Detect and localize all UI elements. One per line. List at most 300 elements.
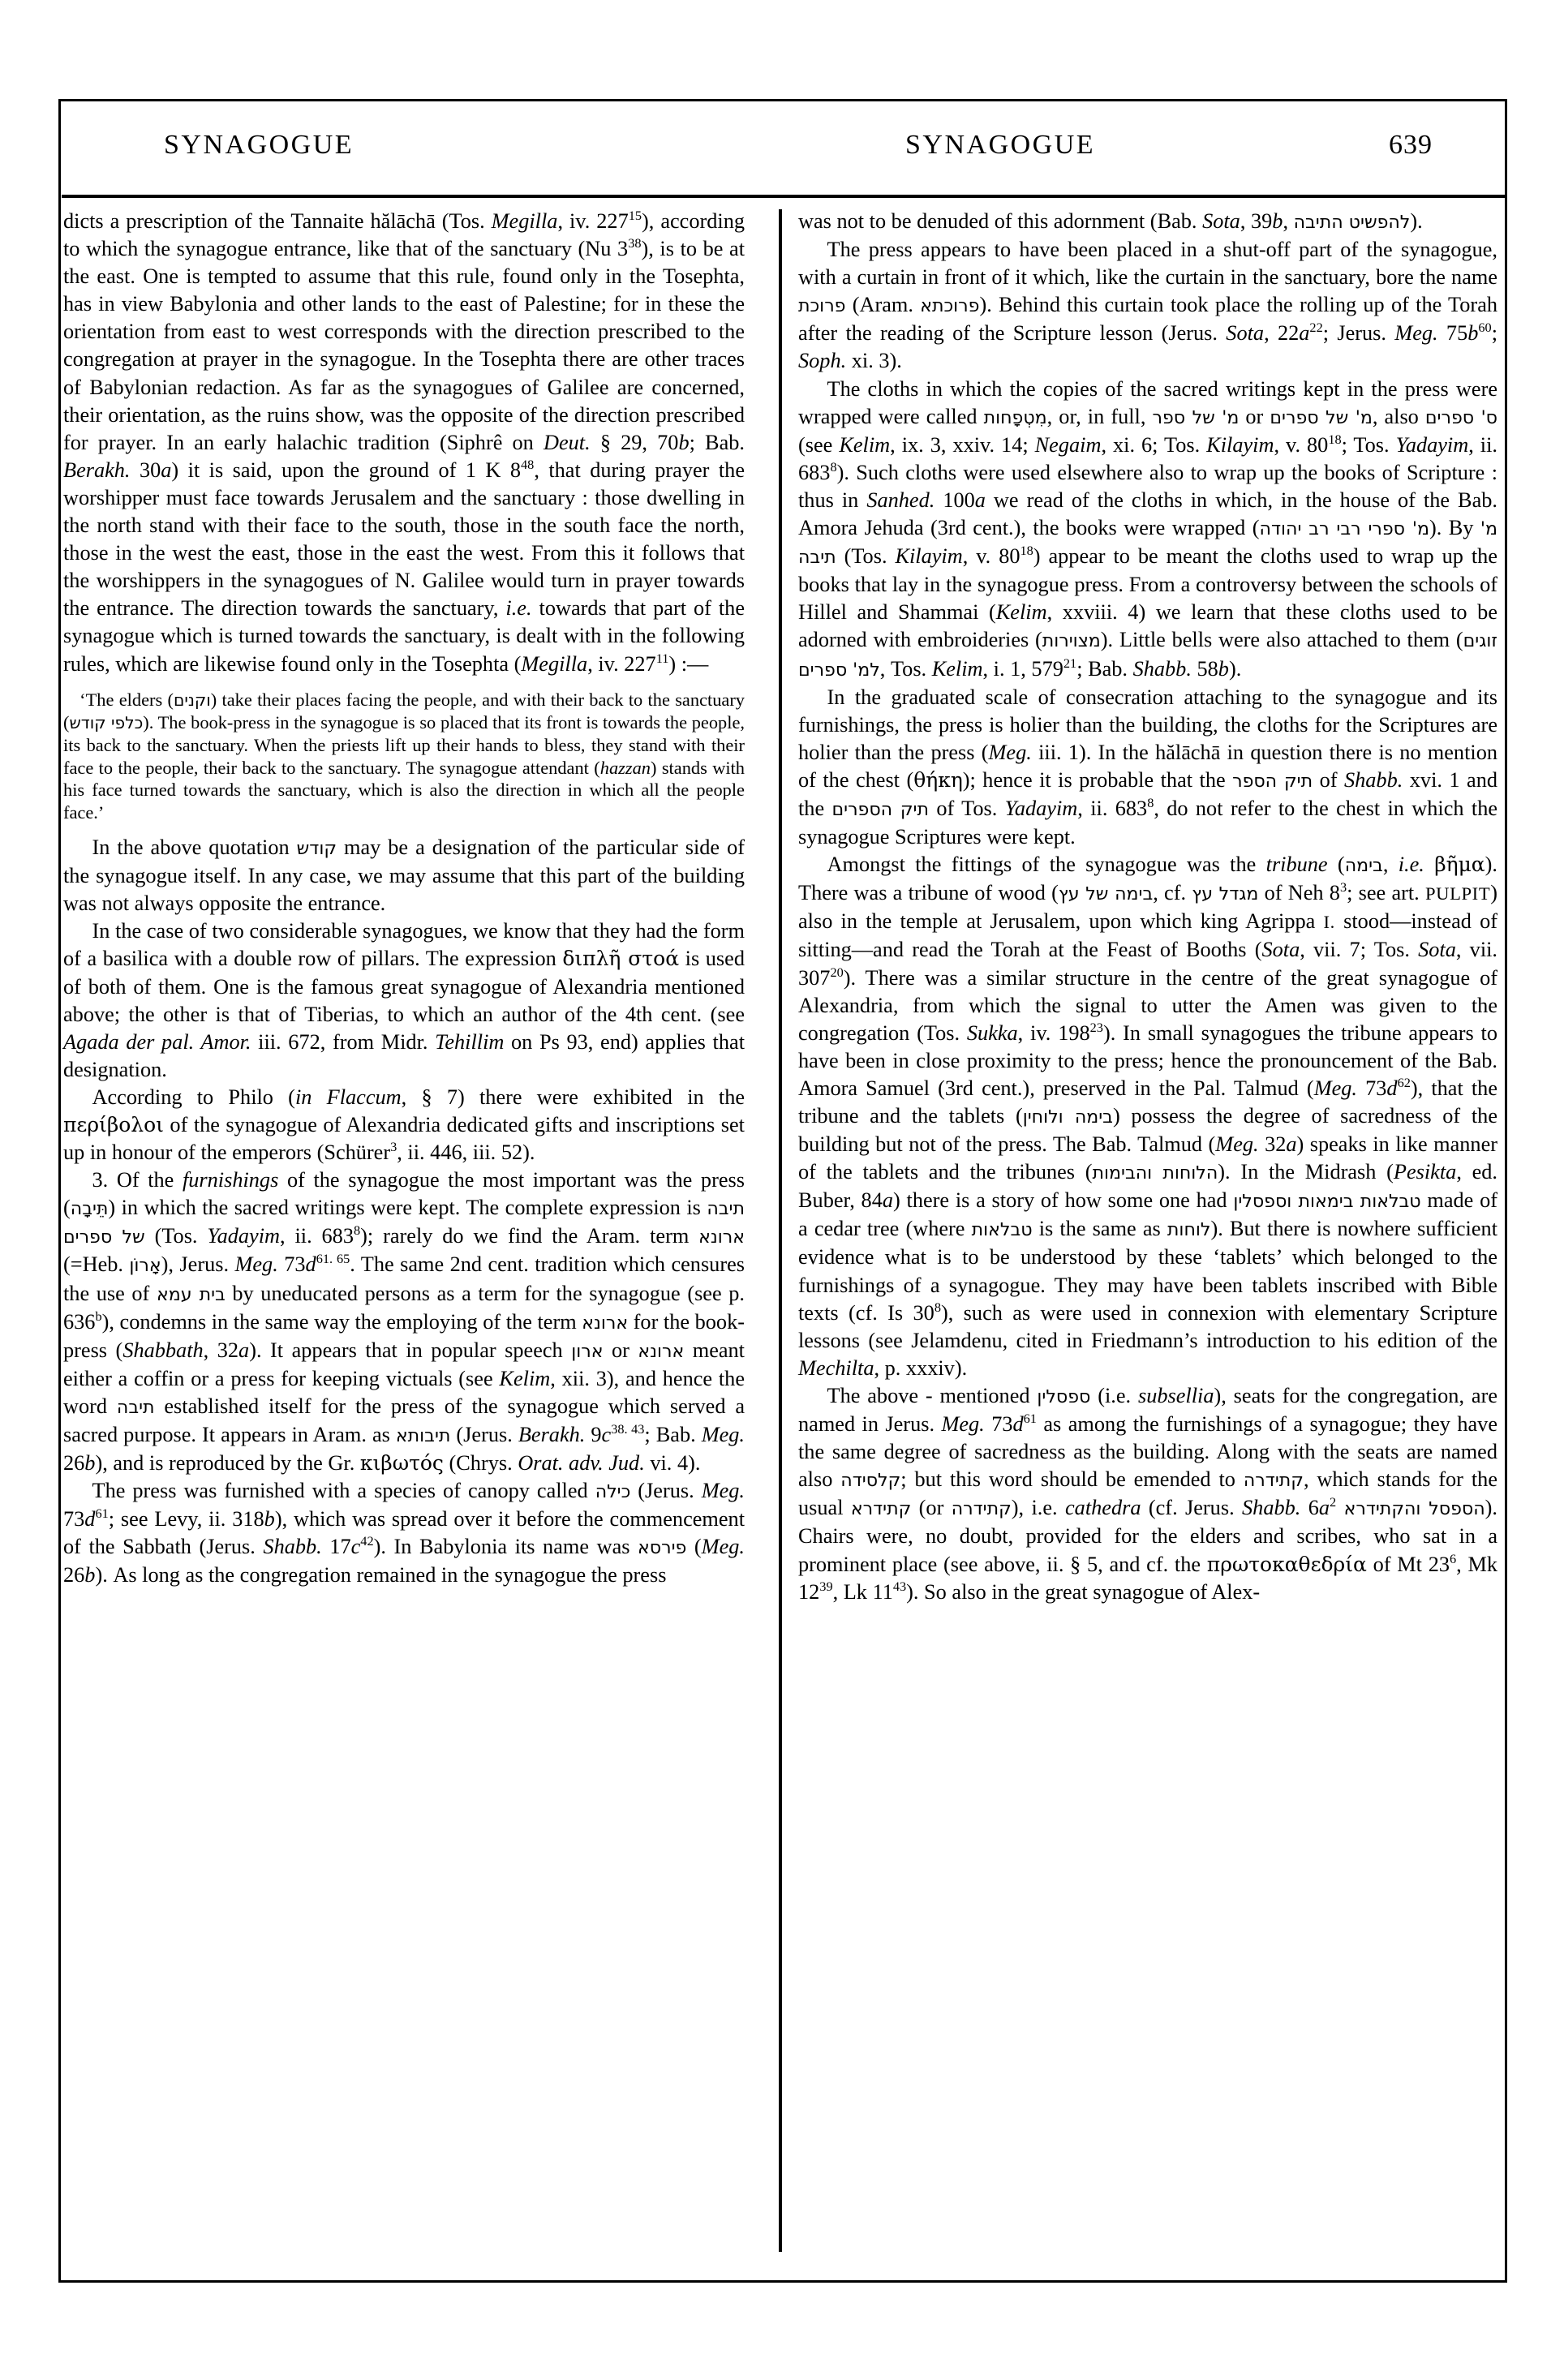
text-run: (: [1327, 853, 1345, 877]
paragraph: [798, 376, 1497, 684]
text-run: ) there is a story of how some one had: [893, 1188, 1234, 1213]
text-run: iii. 672, from Midr.: [251, 1029, 436, 1054]
text-run: ). In Babylonia its name was: [373, 1535, 638, 1559]
text-run: ), according to which the synagogue entrance, like that of the sanctuary (Nu 3: [63, 209, 745, 261]
citation-title: Tehillim: [435, 1029, 505, 1054]
text-run: ; Tos.: [1341, 432, 1396, 457]
superscript-ref: 20: [830, 964, 844, 980]
citation-locus: a: [1286, 1132, 1297, 1157]
emphasis: furnishings: [182, 1168, 279, 1192]
citation-title: Kilayim: [895, 544, 963, 569]
citation-title: Berakh.: [63, 458, 131, 482]
citation-title: Kilayim: [1206, 432, 1274, 457]
superscript-ref: 23: [1089, 1019, 1103, 1035]
superscript-ref: 8: [830, 459, 837, 475]
superscript-ref: 11: [655, 650, 669, 666]
citation-locus: d: [84, 1507, 96, 1532]
text-run: , i. 1, 579: [982, 656, 1063, 681]
citation-locus: d: [1386, 1076, 1398, 1100]
text-run: we read of the cloths in which, in the house of the Bab. Amora Jehuda (3rd cent.), the books were wrapped (: [798, 488, 1497, 540]
hebrew-term: בית עמא: [156, 1283, 226, 1305]
citation-title: Shabb.: [1343, 767, 1403, 792]
text-run: ;: [1491, 321, 1497, 346]
superscript-ref: 18: [1328, 431, 1342, 447]
text-run: , ii. 683: [280, 1224, 354, 1248]
hebrew-term: קתידרה: [951, 1498, 1012, 1520]
citation-locus: b: [678, 430, 690, 454]
text-run: , ed. Buber, 84: [798, 1160, 1497, 1213]
text-run: iii. 1). In the hălāchā in question there is no mention of the chest (: [798, 740, 1497, 792]
hebrew-term: הלוחות והבימות: [1092, 1162, 1218, 1184]
text-run: , cf.: [1153, 881, 1192, 905]
citation-locus: a: [238, 1338, 250, 1362]
citation-locus: a: [1299, 321, 1310, 346]
text-run: ; Bab.: [644, 1423, 702, 1446]
text-run: of the synagogue of Alexandria dedicated gifts and inscriptions set up in honour of the emperors (Schürer: [63, 1112, 745, 1165]
text-run: ), i.e.: [1011, 1496, 1066, 1520]
text-run: ). It appears that in popular speech: [249, 1338, 572, 1362]
text-run: , v. 80: [962, 544, 1020, 569]
citation-locus: c: [350, 1535, 361, 1559]
text-run: ), and is reproduced by the Gr.: [95, 1451, 360, 1476]
hebrew-term: וקנים: [173, 690, 211, 710]
greek-term: θήκη: [913, 767, 963, 792]
hebrew-term: טבלאות: [971, 1219, 1033, 1241]
text-run: ). In small synagogues the tribune appears to have been in close proximity to the press; hence the pronouncement of the Bab. Amora Samuel (3rd cent.), preserved in the Pal. Talmud (: [798, 1020, 1497, 1100]
text-run: ); hence it is probable that the: [962, 767, 1233, 792]
page-number: 639: [1389, 130, 1433, 160]
text-run: , do not refer to the chest in which the synagogue Scriptures were kept.: [798, 796, 1498, 849]
text-run: , also: [1372, 404, 1425, 428]
hebrew-term: ארונא: [582, 1312, 629, 1334]
text-run: ), such as were used in connexion with elementary Scripture lessons (see Jelamdenu, cited in Friedmann’s introduction to his edition of the: [798, 1300, 1497, 1352]
text-run: , 39: [1240, 209, 1273, 233]
citation-title: Soph.: [798, 349, 847, 373]
citation-title: Sota: [1261, 938, 1300, 962]
citation-title: Meg.: [701, 1535, 745, 1559]
text-run: According to Philo (: [92, 1085, 295, 1109]
text-run: 6: [1300, 1496, 1319, 1520]
text-run: ) appear to be meant the cloths used to wrap up the books that lay in the synagogue press. From a controversy between the schools of Hillel and Shammai (: [798, 544, 1497, 625]
latin-abbrev: i.e.: [1398, 853, 1424, 877]
superscript-ref: 61. 65: [316, 1251, 350, 1267]
text-run: ). The book-press in the synagogue is so placed that its front is towards the people, its back to the sanctuary. When the priests lift up their hands to bless, they stand with their face to the people, their back to the sanctuary. The synagogue attendant (: [63, 712, 745, 778]
text-run: , § 7) there were exhibited in the: [401, 1085, 745, 1109]
text-run: ). As long as the congregation remained in the synagogue the press: [95, 1563, 667, 1587]
text-run: ). Such cloths were used elsewhere also to wrap up the books of Scripture : thus in: [798, 460, 1497, 512]
text-run: , ii. 683: [798, 432, 1497, 484]
block-quotation: [63, 689, 745, 823]
text-run: ; but this word should be emended to: [900, 1467, 1244, 1492]
citation-title: Kelim: [931, 656, 983, 681]
text-run: , xxviii. 4) we learn that these cloths used to be adorned with embroideries (: [798, 600, 1498, 652]
text-run: ), condemns in the same way the employing of the term: [101, 1309, 582, 1334]
text-run: § 29, 70: [590, 430, 679, 454]
text-run: ). Behind this curtain took place the rolling up of the Torah after the reading of the Scripture lesson (Jerus.: [798, 293, 1498, 346]
text-run: ), that the tribune and the tablets (: [798, 1076, 1497, 1128]
citation-title: Yadayim: [1395, 432, 1469, 457]
citation-title: in Flaccum: [294, 1085, 402, 1109]
text-run: In the graduated scale of consecration attaching to the synagogue and its furnishings, the press is holier than the building, the cloths for the Scriptures are holier than the press (: [798, 685, 1497, 764]
text-run: 32: [1258, 1132, 1287, 1157]
citation-title: Meg.: [988, 740, 1032, 764]
text-run: , Mk 12: [798, 1552, 1497, 1604]
text-run: (Chrys.: [443, 1451, 518, 1476]
text-run: ), which was spread over it before the commencement of the Sabbath (Jerus.: [63, 1507, 745, 1559]
citation-title: Mechilta: [798, 1355, 874, 1380]
hebrew-term: בימה של עץ: [1058, 883, 1154, 905]
citation-locus: a: [974, 488, 986, 512]
citation-locus: a: [1318, 1496, 1330, 1520]
text-run: The press was furnished with a species of canopy called: [92, 1479, 595, 1503]
hebrew-term: אָרוֹן: [129, 1255, 161, 1277]
text-run: (cf. Jerus.: [1141, 1496, 1243, 1520]
text-run: ) in which the sacred writings were kept. The complete expression is: [108, 1196, 707, 1220]
right-column: [798, 208, 1497, 2276]
text-run: , that during prayer the worshipper must face towards Jerusalem and the sanctuary : those dwelling in the north stand with their face to the south, those in the south face the north, those in the west the east, those in the east the west. From this it follows that the worshippers in the synagogues of N. Galilee would turn in prayer towards the entrance. The direction towards the sanctuary,: [63, 458, 745, 621]
text-run: , Lk 11: [832, 1579, 893, 1604]
column-divider-rule: [779, 209, 782, 2252]
paragraph: [798, 851, 1497, 1382]
hebrew-term: מ' של ספר: [1152, 406, 1240, 428]
citation-title: Meg.: [234, 1252, 278, 1277]
text-run: ) :—: [668, 651, 709, 676]
hebrew-term: תיק הספר: [1232, 770, 1313, 792]
citation-title: Orat. adv. Jud.: [518, 1451, 645, 1476]
superscript-ref: 18: [1020, 543, 1033, 559]
hebrew-term: מצוירות: [1042, 630, 1101, 652]
text-run: 9: [585, 1423, 602, 1446]
superscript-ref: 8: [1147, 795, 1154, 811]
citation-locus: a: [161, 458, 172, 482]
citation-title: Meg.: [701, 1479, 745, 1503]
text-run: In the case of two considerable synagogues, we know that they had the form of a basilica with a double row of pillars. The expression: [63, 919, 745, 971]
superscript-ref: 2: [1330, 1494, 1337, 1510]
text-run: 26: [63, 1563, 85, 1587]
text-run: ).: [1228, 656, 1242, 681]
text-run: 17: [321, 1535, 351, 1559]
citation-title: Berakh.: [518, 1423, 586, 1446]
text-run: ; Bab.: [1076, 656, 1133, 681]
text-run: The press appears to have been placed in a shut-off part of the synagogue, with a curtain in front of it which, like the curtain in the sanctuary, bore the name: [798, 238, 1497, 290]
hebrew-term: ס' ספרים: [1424, 406, 1497, 428]
paragraph: [798, 684, 1497, 852]
text-run: ). In the Midrash (: [1218, 1160, 1394, 1184]
left-column: [63, 208, 763, 2276]
paragraph: [798, 1382, 1497, 1606]
text-run: ) take their places facing the people, and with their back to the sanctuary (: [63, 689, 745, 732]
superscript-ref: 48: [521, 457, 535, 473]
citation-title: Shabb.: [263, 1535, 322, 1559]
text-run: [1336, 1496, 1343, 1519]
two-column-body: [63, 208, 1501, 2276]
citation-locus: b: [1272, 209, 1283, 233]
citation-title: Sanhed.: [866, 488, 935, 512]
text-run: by uneducated persons as a term for the synagogue (see p. 636: [63, 1281, 745, 1334]
text-run: ), seats for the congregation, are named in Jerus.: [798, 1383, 1497, 1437]
superscript-ref: 61: [95, 1506, 109, 1522]
text-run: , iv. 227: [557, 209, 629, 233]
hebrew-term: פירסא: [638, 1537, 687, 1559]
citation-title: Deut.: [543, 430, 591, 454]
citation-title: Kelim: [995, 600, 1047, 625]
citation-title: Sota: [1202, 209, 1240, 233]
text-run: of Tos.: [928, 796, 1005, 820]
citation-title: Meg.: [941, 1412, 985, 1437]
latin-gloss: subsellia: [1137, 1383, 1214, 1407]
hebrew-term: כילה: [595, 1481, 631, 1503]
paragraph: [63, 834, 745, 917]
hebrew-term: מגדל עץ: [1192, 883, 1259, 905]
hebrew-term: תיבה: [116, 1396, 155, 1418]
header-rule: [62, 195, 1506, 198]
text-run: ). There was a tribune of wood (: [798, 853, 1498, 905]
hebrew-term: תֵּיבָה: [70, 1198, 109, 1220]
text-run: 73: [63, 1507, 85, 1532]
paragraph: [63, 208, 745, 678]
text-run: [1424, 853, 1434, 876]
paragraph: [63, 917, 745, 1084]
text-run: 73: [277, 1252, 306, 1277]
citation-title: Megilla: [491, 209, 558, 233]
hebrew-term: פרוכתא: [920, 295, 980, 317]
citation-title: Meg.: [1215, 1132, 1259, 1157]
text-run: may be a designation of the particular side of the synagogue itself. In any case, we may assume that this part of the building was not always opposite the entrance.: [63, 836, 745, 916]
text-run: 73: [1357, 1076, 1387, 1100]
text-run: for the book-press (: [63, 1309, 745, 1362]
text-run: ) possess the degree of sacredness of the building but not of the press. The Bab. Talmud (: [798, 1104, 1497, 1157]
text-run: (i.e.: [1090, 1383, 1138, 1407]
superscript-ref: 38. 43: [611, 1421, 645, 1437]
hebrew-term: ארון: [571, 1340, 604, 1362]
greek-term: διπλῆ στοά: [562, 947, 680, 971]
text-run: The above - mentioned: [827, 1383, 1038, 1407]
text-run: , vii. 307: [798, 938, 1498, 990]
citation-locus: b: [264, 1507, 275, 1532]
superscript-ref: 3: [1339, 879, 1347, 896]
text-run: 100: [935, 488, 975, 512]
text-run: of the synagogue the most important was the press (: [63, 1168, 745, 1220]
text-run: of Neh 8: [1258, 881, 1340, 905]
text-run: on Ps 93, end) applies that designation.: [63, 1029, 745, 1081]
text-run: , ii. 446, iii. 52).: [397, 1141, 535, 1165]
citation-title: Sukka: [966, 1020, 1018, 1045]
superscript-ref: 42: [360, 1533, 374, 1549]
text-run: established itself for the press of the synagogue which served a sacred purpose. It appears in Aram. as: [63, 1394, 745, 1446]
text-run: ). There was a similar structure in the centre of the great synagogue of Alexandria, from which the signal to utter the Amen was given to the congregation (Tos.: [798, 965, 1497, 1045]
text-run: (Tos.: [836, 544, 896, 569]
emphasis: tribune: [1265, 853, 1328, 877]
text-run: ).: [1410, 209, 1423, 233]
citation-locus: b: [1218, 656, 1229, 681]
text-run: 73: [984, 1412, 1013, 1437]
text-run: , Tos.: [879, 656, 932, 681]
text-run: ) stands with his face turned towards the sanctuary, which is also the direction in which all the people face.’: [63, 757, 745, 823]
text-run: ,: [1382, 853, 1399, 877]
text-run: , 32: [203, 1338, 239, 1362]
greek-term: περίβολοι: [63, 1112, 164, 1136]
hebrew-term: ארונא: [638, 1340, 685, 1362]
text-run: ). Little bells were also attached to them (: [1100, 628, 1463, 652]
text-run: 58: [1191, 656, 1218, 681]
citation-title: Yadayim: [207, 1224, 281, 1248]
citation-locus: d: [305, 1252, 316, 1277]
text-run: vi. 4).: [644, 1451, 701, 1476]
hebrew-term: קודש: [296, 838, 337, 860]
citation-title: Shabb.: [1242, 1496, 1301, 1520]
hebrew-term: בימה: [1344, 855, 1383, 877]
text-run: stood—instead of sitting—and read the Torah at the Feast of Booths (: [798, 909, 1497, 962]
citation-title: Shabb.: [1132, 656, 1192, 681]
text-run: was not to be denuded of this adornment (Bab.: [798, 209, 1203, 233]
text-run: 3. Of the: [92, 1168, 183, 1192]
text-run: xvi. 1 and the: [798, 767, 1497, 820]
paragraph: [63, 1477, 745, 1589]
text-run: , which stands for the usual: [798, 1467, 1497, 1520]
text-run: ; Bab.: [689, 430, 745, 454]
hebrew-term: לוחות: [1167, 1219, 1211, 1241]
citation-title: Yadayim: [1004, 796, 1078, 820]
text-run: ), is to be at the east. One is tempted to assume that this rule, found only in the Tosephta, has in view Babylonia and other lands to the east of Palestine; for in these the orientation from east to west corresponds with the direction prescribed to the congregation at prayer in the synagogue. In the Tosephta there are other traces of Babylonian redaction. As far as the synagogues of Galilee are concerned, their orientation, as the ruins show, was the opposite of the direction prescribed for prayer. In an early halachic tradition (Siphrê on: [63, 237, 745, 454]
text-run: ); rarely do we find the Aram. term: [360, 1224, 699, 1248]
superscript-ref: 38: [628, 235, 642, 251]
text-run: meant either a coffin or a press for keeping victuals (see: [63, 1338, 745, 1390]
superscript-ref: 22: [1309, 320, 1323, 336]
text-run: ,: [1283, 209, 1294, 233]
text-run: towards that part of the synagogue which is turned towards the sanctuary, is dealt with in the following rules, which are likewise found only in the Tosephta (: [63, 596, 745, 676]
text-run: or: [1239, 404, 1270, 428]
superscript-ref: 15: [628, 208, 642, 224]
text-run: (Aram.: [845, 293, 921, 317]
superscript-ref: 60: [1478, 320, 1492, 336]
citation-locus: d: [1012, 1412, 1024, 1437]
citation-title: Sota: [1418, 938, 1456, 962]
text-run: ). By: [1429, 516, 1480, 540]
superscript-ref: 39: [819, 1578, 833, 1594]
hebrew-term: קתידרא: [850, 1498, 912, 1520]
superscript-ref: 6: [1450, 1550, 1457, 1566]
citation-locus: a: [882, 1188, 893, 1213]
greek-term: κιβωτός: [359, 1451, 444, 1476]
running-head-right-title: SYNAGOGUE: [905, 130, 1096, 160]
text-run: ) it is said, upon the ground of 1 K 8: [171, 458, 522, 482]
hebrew-term: מ' של ספרים: [1270, 406, 1373, 428]
paragraph: [63, 1084, 745, 1166]
text-run: ), Jerus.: [161, 1252, 235, 1277]
citation-title: Agada der pal. Amor.: [63, 1029, 251, 1054]
text-run: ; Jerus.: [1322, 321, 1395, 346]
text-run: , v. 80: [1274, 432, 1329, 457]
text-run: of: [1313, 767, 1344, 792]
text-run: 26: [63, 1451, 85, 1476]
citation-title: Kelim: [499, 1366, 551, 1390]
superscript-ref: 61: [1023, 1411, 1037, 1427]
citation-locus: b: [84, 1451, 96, 1476]
superscript-ref: 21: [1063, 655, 1077, 671]
text-run: ) also in the temple at Jerusalem, upon which king Agrippa: [798, 881, 1497, 934]
text-run: (: [686, 1535, 702, 1559]
hebrew-term: ארונא: [698, 1227, 745, 1248]
hebrew-term: בימה ולוחין: [1022, 1106, 1113, 1128]
citation-locus: b: [1467, 321, 1479, 346]
citation-title: Meg.: [701, 1423, 745, 1446]
citation-title: Meg.: [1394, 321, 1438, 346]
hebrew-term: קתידרה: [1243, 1470, 1304, 1492]
citation-title: Megilla: [521, 651, 588, 676]
regnal-numeral: I.: [1323, 912, 1335, 933]
text-run: ; see art.: [1347, 881, 1425, 905]
text-run: ). But there is nowhere sufficient evidence what is to be understood by these ‘tablets’ which belonged to the furnishings of a synagogue. They may have been tablets inscribed with Bible texts (cf. Is 30: [798, 1217, 1497, 1325]
text-run: (see: [798, 432, 840, 457]
text-run: (or: [911, 1496, 952, 1520]
text-run: is used of both of them. One is the famous great synagogue of Alexandria mentioned above; the other is that of Tiberias, to which an author of the 4th cent. (see: [63, 947, 745, 1026]
paragraph: [798, 236, 1497, 375]
running-head: [89, 130, 1480, 190]
citation-title: Meg.: [1313, 1076, 1357, 1100]
hebrew-term: תיק הספרים: [831, 798, 929, 820]
superscript-ref: 43: [892, 1578, 907, 1594]
superscript-ref: 8: [353, 1222, 361, 1239]
text-run: . The same 2nd cent. tradition which censures the use of: [63, 1252, 745, 1305]
text-run: The cloths in which the copies of the sacred writings kept in the press were wrapped were called: [798, 376, 1497, 428]
text-run: In the above quotation: [92, 836, 297, 860]
citation-title: Pesikta: [1393, 1160, 1457, 1184]
hebrew-term: מ' ספרי רבי רב יהודה: [1259, 518, 1429, 540]
text-run: , ii. 683: [1077, 796, 1148, 820]
transliteration: hazzan: [599, 757, 651, 778]
text-run: , ix. 3, xxiv. 14;: [890, 432, 1035, 457]
text-run: (Tos.: [144, 1224, 208, 1248]
text-run: 75: [1437, 321, 1468, 346]
greek-term: βῆμα: [1434, 853, 1485, 877]
text-run: (Jerus.: [450, 1423, 518, 1446]
citation-title: Negaim: [1034, 432, 1102, 457]
hebrew-term: זוגים למ' ספרים: [798, 630, 1497, 681]
hebrew-term: להפשיט התיבה: [1293, 212, 1411, 233]
text-run: as among the furnishings of a synagogue; they have the same degree of sacredness as the building. Along with the seats are named also: [798, 1412, 1497, 1492]
text-run: , xii. 3), and hence the word: [63, 1366, 745, 1418]
hebrew-term: קלסידה: [840, 1470, 901, 1492]
text-run: ). So also in the great synagogue of Alex-: [906, 1579, 1261, 1604]
text-run: 30: [130, 458, 161, 482]
text-run: , xi. 6; Tos.: [1101, 432, 1207, 457]
superscript-ref: 3: [390, 1139, 397, 1155]
hebrew-term: פרוכת: [798, 295, 846, 317]
citation-title: Shabbath: [122, 1338, 204, 1362]
text-run: Amongst the fittings of the synagogue was the: [827, 853, 1266, 877]
citation-locus: b: [84, 1563, 96, 1587]
superscript-ref: b: [95, 1308, 102, 1324]
hebrew-term: כלפי קודש: [69, 713, 144, 732]
hebrew-term: טבלאות בימאות וספסלין: [1233, 1191, 1421, 1213]
greek-term: πρωτοκαθεδρία: [1206, 1552, 1367, 1576]
latin-abbrev: i.e.: [505, 596, 532, 621]
latin-gloss: cathedra: [1065, 1496, 1141, 1520]
text-run: made of a cedar tree (where: [798, 1188, 1497, 1241]
paragraph: [63, 689, 745, 823]
hebrew-term: מ' תיבה: [798, 518, 1497, 569]
text-run: (=Heb.: [63, 1252, 130, 1277]
text-run: , iv. 198: [1017, 1020, 1090, 1045]
text-run: , or, in full,: [1046, 404, 1153, 428]
superscript-ref: 62: [1397, 1075, 1411, 1091]
citation-title: Kelim: [839, 432, 891, 457]
citation-locus: c: [601, 1423, 612, 1446]
hebrew-term: ספסלין: [1037, 1385, 1091, 1407]
text-run: ). Chairs were, no doubt, provided for the elders and scribes, who sat in a prominent place (see above, ii. § 5, and cf. the: [798, 1496, 1498, 1576]
paragraph: [798, 208, 1497, 236]
running-head-left-title: SYNAGOGUE: [164, 130, 354, 160]
